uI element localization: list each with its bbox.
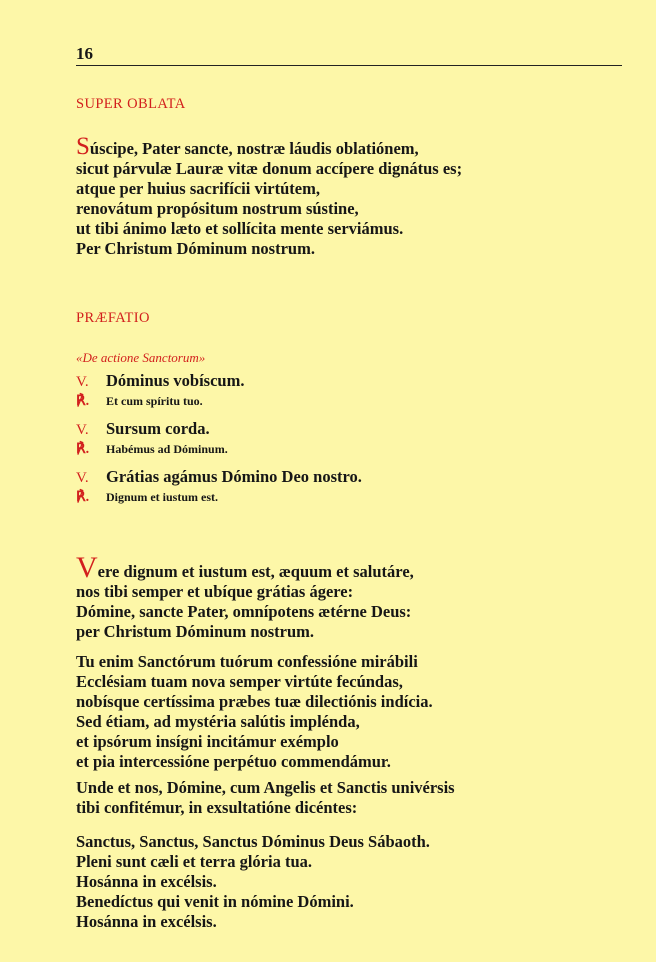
response-line: [76, 489, 622, 507]
preface-line: nobísque certíssima præbes tuæ dilectiónis indícia.: [76, 692, 433, 711]
versicle-line: [76, 467, 622, 489]
sanctus-line: Hosánna in excélsis.: [76, 912, 217, 931]
praefatio-heading: PRÆFATIO: [76, 310, 150, 326]
header-rule: [76, 65, 622, 66]
preface-line: et ipsórum insígni incitámur exémplo: [76, 732, 339, 751]
super-oblata-prayer: [76, 133, 463, 259]
prayer-line: Súscipe, Pater sancte, nostræ láudis oblatiónem,: [76, 133, 419, 160]
sanctus-line: Pleni sunt cæli et terra glória tua.: [76, 852, 312, 871]
response-symbol: ℟.: [76, 394, 90, 409]
response-line: [76, 441, 622, 459]
preface-line: Dómine, sancte Pater, omnípotens ætérne Deus:: [76, 602, 412, 621]
sanctus: [76, 832, 430, 932]
preface-line: Vere dignum et iustum est, æquum et salutáre,: [76, 551, 414, 584]
sanctus-line: Hosánna in excélsis.: [76, 872, 217, 891]
preface-paragraph-1: [76, 551, 414, 642]
preface-paragraph-3: [76, 778, 455, 818]
preface-line: Unde et nos, Dómine, cum Angelis et Sanctis univérsis: [76, 778, 455, 797]
prayer-line: sicut párvulæ Lauræ vitæ donum accípere dignátus es;: [76, 159, 463, 178]
versicle-symbol: V.: [76, 374, 89, 390]
versicle-line: [76, 371, 622, 393]
response-text: Et cum spíritu tuo.: [106, 394, 203, 408]
preface-line: Ecclésiam tuam nova semper virtúte fecúndas,: [76, 672, 403, 691]
response-symbol: ℟.: [76, 490, 90, 505]
praefatio-subtitle: «De actione Sanctorum»: [76, 350, 206, 365]
versicle-symbol: V.: [76, 422, 89, 438]
response-symbol: ℟.: [76, 442, 90, 457]
prayer-line: ut tibi ánimo læto et sollícita mente serviámus.: [76, 219, 404, 238]
response-text: Habémus ad Dóminum.: [106, 442, 228, 456]
response-line: [76, 393, 622, 411]
prayer-line: atque per huius sacrifícii virtútem,: [76, 179, 320, 198]
sanctus-line: Sanctus, Sanctus, Sanctus Dóminus Deus Sábaoth.: [76, 832, 430, 851]
super-oblata-heading: SUPER OBLATA: [76, 96, 186, 112]
versicle-symbol: V.: [76, 470, 89, 486]
preface-line: et pia intercessióne perpétuo commendámur.: [76, 752, 391, 771]
preface-line: tibi confitémur, in exsultatióne dicéntes:: [76, 798, 358, 817]
drop-initial: S: [76, 133, 90, 160]
versicle-text: Grátias agámus Dómino Deo nostro.: [106, 467, 362, 486]
preface-line: Tu enim Sanctórum tuórum confessióne mirábili: [76, 652, 418, 671]
preface-line: Sed étiam, ad mystéria salútis impléndа,: [76, 712, 360, 731]
versicle-line: [76, 419, 622, 441]
versicle-text: Sursum corda.: [106, 419, 210, 438]
prayer-line: Per Christum Dóminum nostrum.: [76, 239, 315, 258]
versicle-text: Dóminus vobíscum.: [106, 371, 245, 390]
preface-paragraph-2: [76, 652, 433, 772]
sanctus-line: Benedíctus qui venit in nómine Dómini.: [76, 892, 354, 911]
preface-line: nos tibi semper et ubíque grátias ágere:: [76, 582, 354, 601]
page-number: 16: [76, 44, 93, 63]
drop-initial: V: [76, 551, 98, 584]
response-text: Dignum et iustum est.: [106, 490, 219, 504]
preface-line: per Christum Dóminum nostrum.: [76, 622, 315, 641]
prayer-line: renovátum propósitum nostrum sústine,: [76, 199, 359, 218]
preface-dialogue: [76, 371, 622, 515]
